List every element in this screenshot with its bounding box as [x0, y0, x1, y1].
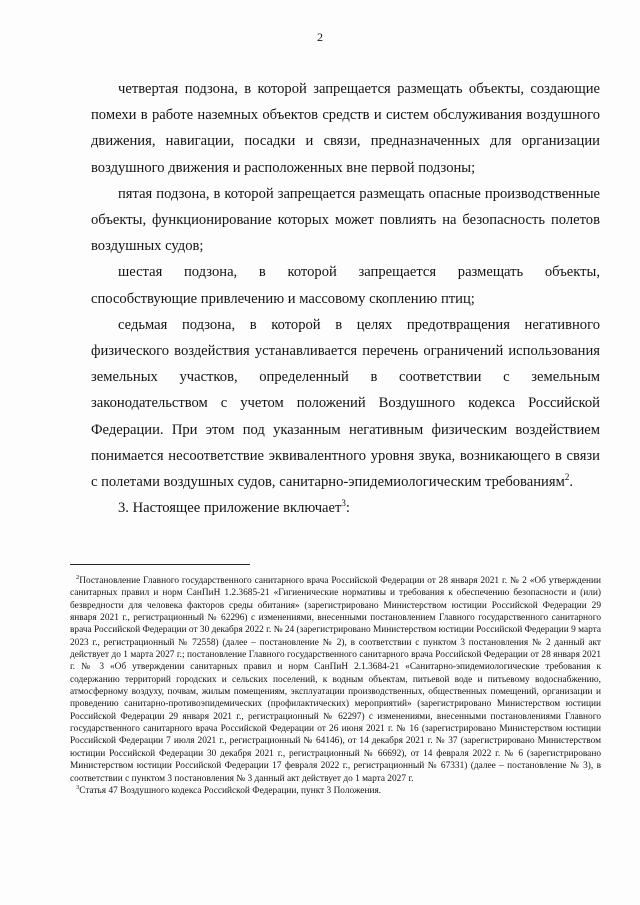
footnote-text: Статья 47 Воздушного кодекса Российской Федерации, пункт 3 Положения.: [79, 785, 382, 796]
paragraph-text: четвертая подзона, в которой запрещается размещать объекты, создающие помехи в работе наземных объектов средств и систем обслуживания воздушного движения, навигации, посадки и связи, предназначенных для организации воздушного движения и расположенных вне первой подзоны;: [91, 81, 600, 176]
footnote-2: [70, 575, 601, 785]
paragraph-text: 3. Настоящее приложение включает: [118, 500, 342, 517]
footnote-text: Постановление Главного государственного санитарного врача Российской Федерации от 28 января 2021 г. № 2 «Об утверждении санитарных правил и норм СанПиН 1.2.3685-21 «Гигиенические нормативы и требования к обеспечению безопасности и (или) безвредности для человека факторов среды обитания» (зарегистрировано Министерством юстиции Российской Федерации 29 января 2021 г., регистрационный № 62296) с изменениями, внесенными постановлением Главного государственного санитарного врача Российской Федерации от 30 декабря 2022 г. № 24 (зарегистрировано Министерством юстиции Российской Федерации 9 марта 2023 г., регистрационный № 72558) (далее – постановление № 2), в соответствии с пунктом 3 постановления № 2 данный акт действует до 1 марта 2027 г.; постановление Главного государственного санитарного врача Российской Федерации от 28 января 2021 г. № 3 «Об утверждении санитарных правил и норм СанПиН 2.1.3684-21 «Санитарно-эпидемиологические требования к содержанию территорий городских и сельских поселений, к водным объектам, питьевой воде и питьевому водоснабжению, атмосферному воздуху, почвам, жилым помещениям, эксплуатации производственных, общественных помещений, организации и проведению санитарно-противоэпидемических (профилактических) мероприятий» (зарегистрировано Министерством юстиции Российской Федерации 29 января 2021 г., регистрационный № 62297) с изменениями, внесенными постановлениями Главного государственного санитарного врача Российской Федерации от 26 июня 2021 г. № 16 (зарегистрировано Министерством юстиции Российской Федерации 7 июля 2021 г., регистрационный № 64146), от 14 декабря 2021 г. № 37 (зарегистрировано Министерством юстиции Российской Федерации 30 декабря 2021 г., регистрационный № 66692), от 14 февраля 2022 г. № 6 (зарегистрировано Министерством юстиции Российской Федерации 17 февраля 2022 г., регистрационный № 67331) (далее – постановление № 3), в соответствии с пунктом 3 постановления № 3 данный акт действует до 1 марта 2027 г.: [70, 576, 601, 784]
footnote-3: [70, 785, 601, 797]
paragraph-subzone-4: [91, 76, 600, 181]
footnote-mark: 3: [76, 783, 80, 791]
footnotes: [70, 575, 601, 797]
paragraph-end: .: [569, 474, 573, 491]
page-number: 2: [317, 30, 323, 44]
footnote-divider: [70, 564, 250, 565]
paragraph-end: :: [345, 500, 350, 517]
body-text: [91, 76, 600, 521]
paragraph-subzone-7: [91, 312, 600, 495]
paragraph-subzone-6: [91, 259, 600, 311]
paragraph-text: шестая подзона, в которой запрещается размещать объекты, способствующие привлечению и массовому скоплению птиц;: [91, 264, 600, 307]
footnote-ref-2[interactable]: 2: [564, 472, 570, 483]
paragraph-subzone-5: [91, 181, 600, 260]
paragraph-item-3: [91, 495, 600, 521]
footnote-mark: 2: [76, 573, 80, 581]
paragraph-text: седьмая подзона, в которой в целях предотвращения негативного физического воздействия устанавливается перечень ограничений использования земельных участков, определенный в соответствии с земельным законодательством с учетом положений Воздушного кодекса Российской Федерации. При этом под указанным негативным физическим воздействием понимается несоответствие эквивалентного уровня звука, возникающего в связи с полетами воздушных судов, санитарно-эпидемиологическим требованиям: [91, 316, 600, 491]
paragraph-text: пятая подзона, в которой запрещается размещать опасные производственные объекты, функционирование которых может повлиять на безопасность полетов воздушных судов;: [91, 185, 600, 255]
footnote-ref-3[interactable]: 3: [341, 498, 346, 509]
